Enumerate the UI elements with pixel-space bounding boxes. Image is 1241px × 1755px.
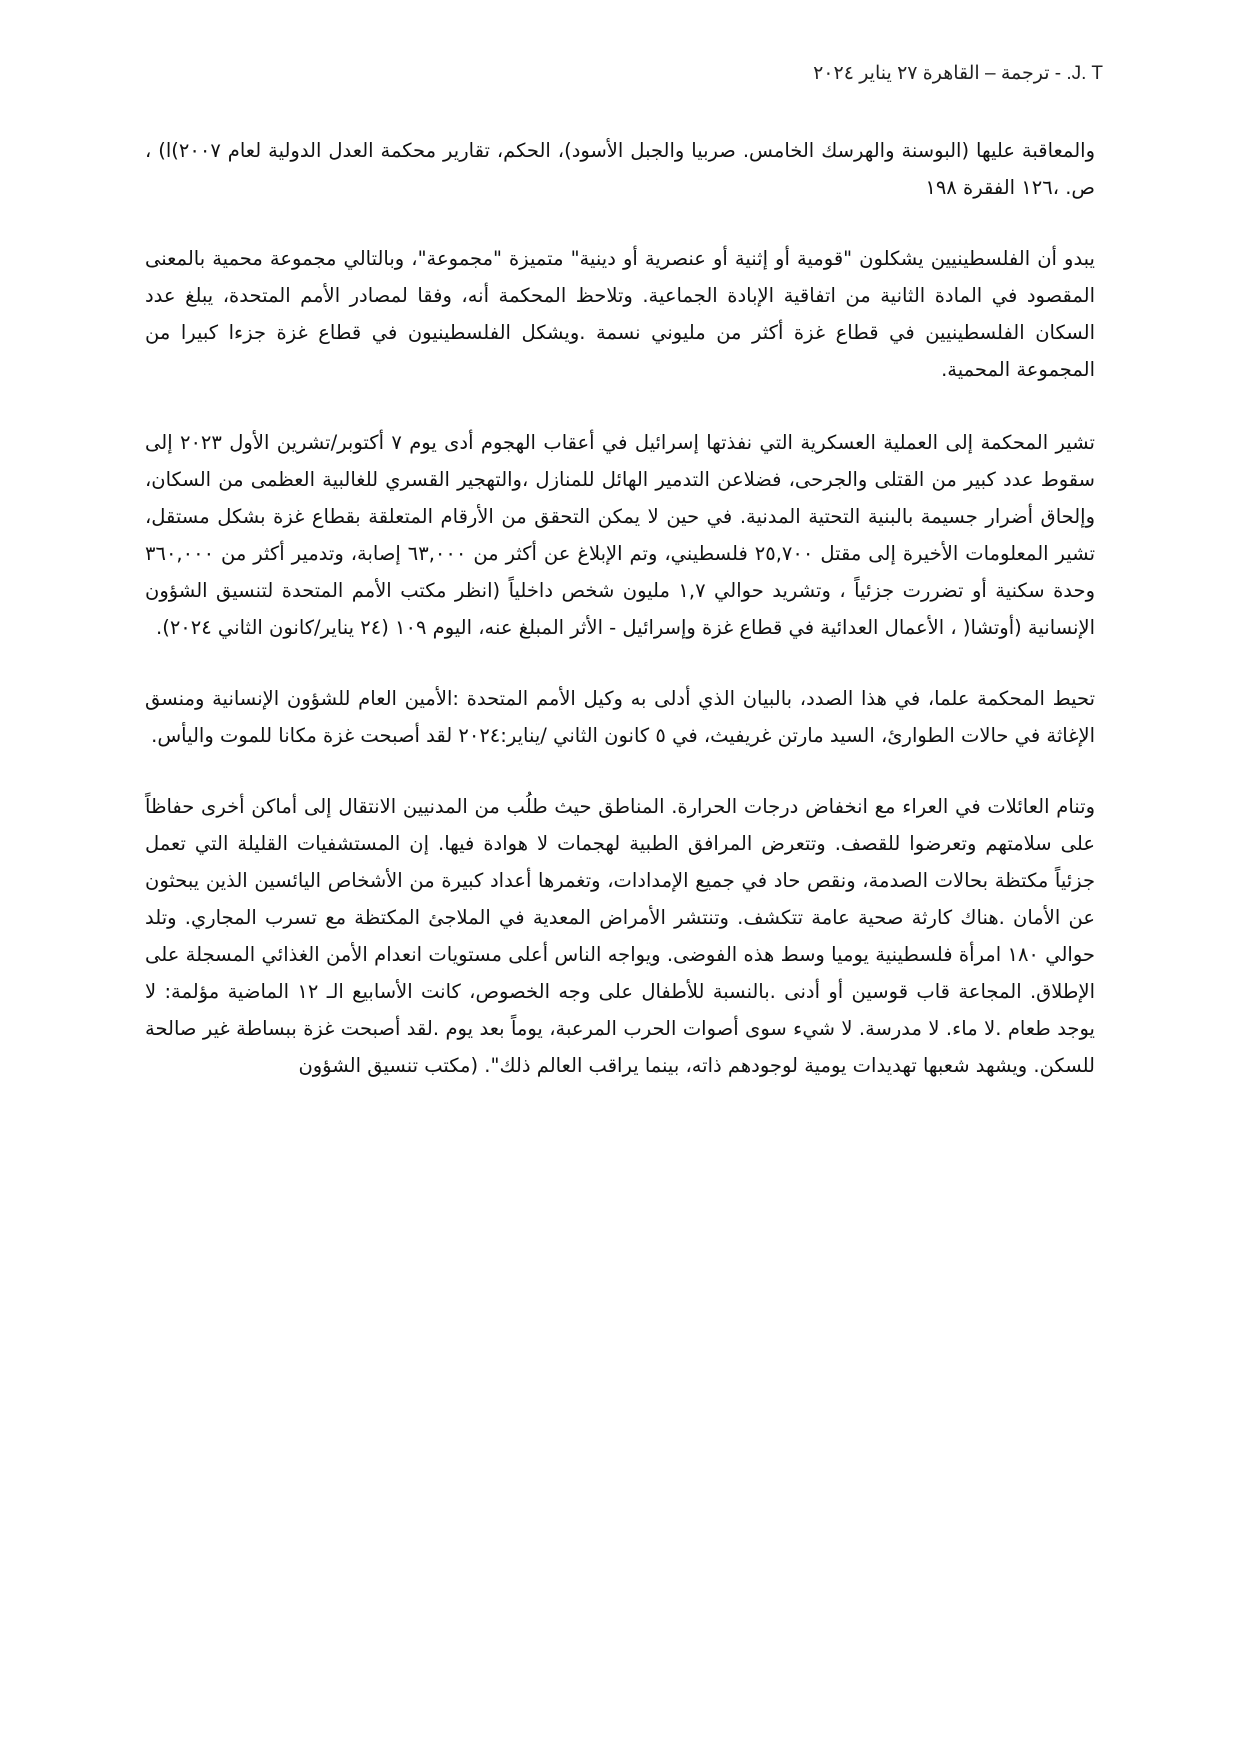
paragraph-humanitarian-situation: وتنام العائلات في العراء مع انخفاض درجات الحرارة. المناطق حيث طلُب من المدنيين الانتقال إلى أماكن أخرى حفاظاً على سلامتهم وتعرضوا للقصف. وتتعرض المرافق الطبية لهجمات لا هوادة فيها. إن المستشفيات القليلة التي تعمل جزئياً مكتظة بحالات الصدمة، ونقص حاد في جميع الإمدادات، وتغمرها أعداد كبيرة من الأشخاص اليائسين الذين يبحثون عن الأمان .هناك كارثة صحية عامة تتكشف. وتنتشر الأمراض المعدية في الملاجئ المكتظة مع تسرب المجاري. وتلد حوالي ١٨٠ امرأة فلسطينية يوميا وسط هذه الفوضى. ويواجه الناس أعلى مستويات انعدام الأمن الغذائي المسجلة على الإطلاق. المجاعة قاب قوسين أو أدنى .بالنسبة للأطفال على وجه الخصوص، كانت الأسابيع الـ ١٢ الماضية مؤلمة: لا يوجد طعام .لا ماء. لا مدرسة. لا شيء سوى أصوات الحرب المرعبة، يوماً بعد يوم .لقد أصبحت غزة ببساطة غير صالحة للسكن. ويشهد شعبها تهديدات يومية لوجودهم ذاته، بينما يراقب العالم ذلك". (مكتب تنسيق الشؤون [145,795,1095,1077]
paragraph-citation: والمعاقبة عليها (البوسنة والهرسك الخامس. صربيا والجبل الأسود)، الحكم، تقارير محكمة العدل الدولية لعام ٢٠٠٧)ا) ، ص. ،١٢٦ الفقرة ١٩٨ [145,139,1095,199]
paragraph-protected-group: يبدو أن الفلسطينيين يشكلون "قومية أو إثنية أو عنصرية أو دينية" متميزة "مجموعة"، وبالتالي مجموعة محمية بالمعنى المقصود في المادة الثانية من اتفاقية الإبادة الجماعية. وتلاحظ المحكمة أنه، وفقا لمصادر الأمم المتحدة، يبلغ عدد السكان الفلسطينيين في قطاع غزة أكثر من مليوني نسمة .ويشكل الفلسطينيون في قطاع غزة جزءا كبيرا من المجموعة المحمية. [145,247,1095,381]
document-body [145,132,1095,1118]
paragraph-military-operation: تشير المحكمة إلى العملية العسكرية التي نفذتها إسرائيل في أعقاب الهجوم أدى يوم ٧ أكتوبر/تشرين الأول ٢٠٢٣ إلى سقوط عدد كبير من القتلى والجرحى، فضلاعن التدمير الهائل للمنازل ،والتهجير القسري للغالبية العظمى من السكان، وإلحاق أضرار جسيمة بالبنية التحتية المدنية. في حين لا يمكن التحقق من الأرقام المتعلقة بقطاع غزة بشكل مستقل، تشير المعلومات الأخيرة إلى مقتل ٢٥,٧٠٠ فلسطيني، وتم الإبلاغ عن أكثر من ٦٣,٠٠٠ إصابة، وتدمير أكثر من ٣٦٠,٠٠٠ وحدة سكنية أو تضررت جزئياً ، وتشريد حوالي ١,٧ مليون شخص داخلياً (انظر مكتب الأمم المتحدة لتنسيق الشؤون الإنسانية (أوتشا( ، الأعمال العدائية في قطاع غزة وإسرائيل - الأثر المبلغ عنه، اليوم ١٠٩ (٢٤ يناير/كانون الثاني ٢٠٢٤). [145,431,1095,639]
paragraph-un-statement: تحيط المحكمة علما، في هذا الصدد، بالبيان الذي أدلى به وكيل الأمم المتحدة :الأمين العام للشؤون الإنسانية ومنسق الإغاثة في حالات الطوارئ، السيد مارتن غريفيث، في ٥ كانون الثاني /يناير:٢٠٢٤ لقد أصبحت غزة مكانا للموت واليأس. [145,687,1095,747]
page-header: J. T. - ترجمة – القاهرة ٢٧ يناير ٢٠٢٤ [813,63,1103,84]
